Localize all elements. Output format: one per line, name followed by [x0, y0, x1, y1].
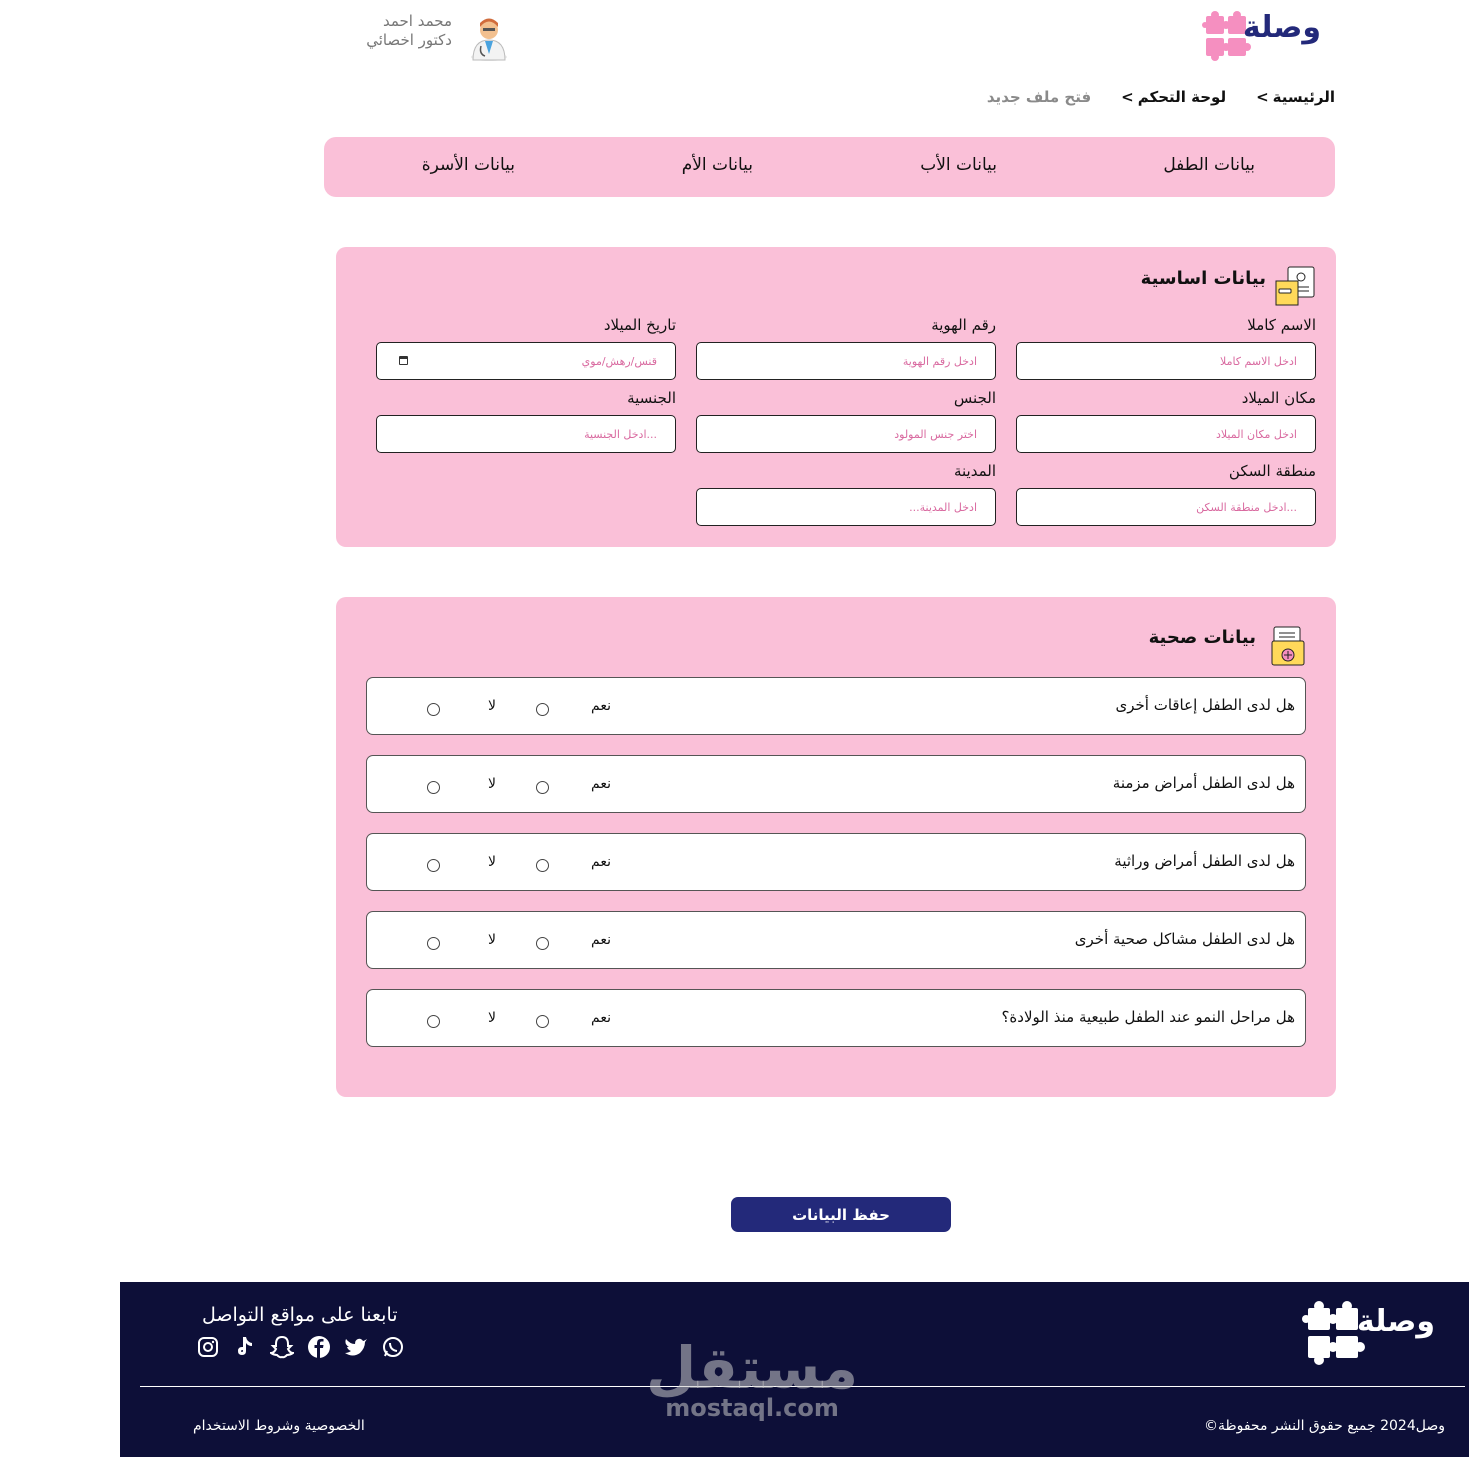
birth-place-input[interactable]	[1035, 428, 1297, 441]
breadcrumb-current-label: فتح ملف جديد	[986, 88, 1092, 106]
no-label: لا	[488, 1010, 496, 1026]
question-text-2: هل لدى الطفل أمراض مزمنة	[1112, 774, 1295, 792]
no-label: لا	[488, 776, 496, 792]
question-text-4: هل لدى الطفل مشاكل صحية أخرى	[1074, 930, 1295, 948]
tab-child-data[interactable]: بيانات الطفل	[1163, 155, 1255, 175]
save-data-button[interactable]: حفظ البيانات	[731, 1197, 951, 1232]
question-text-1: هل لدى الطفل إعاقات أخرى	[1115, 696, 1295, 714]
breadcrumb-home[interactable]	[1256, 88, 1335, 106]
yes-radio-4[interactable]	[536, 937, 549, 950]
yes-label: نعم	[591, 698, 611, 714]
tab-father-data[interactable]: بيانات الأب	[920, 155, 997, 175]
question-row-5	[366, 989, 1306, 1047]
yes-radio-1[interactable]	[536, 703, 549, 716]
no-radio-5[interactable]	[427, 1015, 440, 1028]
basic-data-title: بيانات اساسية	[1140, 268, 1266, 289]
question-row-4	[366, 911, 1306, 969]
follow-us-text: تابعنا على مواقع التواصل	[202, 1304, 398, 1326]
id-number-label: رقم الهوية	[931, 316, 996, 334]
no-label: لا	[488, 698, 496, 714]
question-row-1	[366, 677, 1306, 735]
no-label: لا	[488, 932, 496, 948]
birth-date-field[interactable]	[376, 342, 676, 380]
full-name-field[interactable]	[1016, 342, 1316, 380]
no-radio-2[interactable]	[427, 781, 440, 794]
no-label: لا	[488, 854, 496, 870]
yes-label: نعم	[591, 1010, 611, 1026]
yes-radio-3[interactable]	[536, 859, 549, 872]
yes-label: نعم	[591, 776, 611, 792]
breadcrumb-dashboard[interactable]	[1121, 88, 1226, 106]
basic-data-panel	[336, 247, 1336, 547]
copyright-text: وصل2024 جميع حقوق النشر محفوظة©	[1203, 1418, 1445, 1434]
birth-date-label: تاريخ الميلاد	[603, 316, 676, 334]
tab-family-data[interactable]: بيانات الأسرة	[421, 155, 515, 175]
facebook-icon[interactable]	[307, 1335, 331, 1359]
yes-radio-5[interactable]	[536, 1015, 549, 1028]
breadcrumb-separator: >	[1256, 88, 1269, 106]
gender-field[interactable]	[696, 415, 996, 453]
watermark	[646, 1334, 859, 1422]
gender-input[interactable]	[715, 428, 977, 441]
tiktok-icon[interactable]	[233, 1335, 257, 1359]
privacy-terms-link[interactable]: الخصوصية وشروط الاستخدام	[193, 1418, 365, 1434]
residence-area-label: منطقة السكن	[1228, 462, 1316, 480]
calendar-icon[interactable]	[399, 356, 408, 365]
medical-folder-icon	[1270, 625, 1306, 667]
question-row-2	[366, 755, 1306, 813]
nationality-input[interactable]	[395, 428, 657, 441]
full-name-input[interactable]	[1035, 355, 1297, 368]
yes-label: نعم	[591, 932, 611, 948]
social-links	[196, 1335, 405, 1359]
doctor-avatar-icon	[466, 10, 512, 62]
footer-logo-text: وصلة	[1356, 1304, 1435, 1339]
logo-text: وصلة	[1242, 10, 1321, 45]
twitter-icon[interactable]	[344, 1335, 368, 1359]
residence-area-field[interactable]	[1016, 488, 1316, 526]
residence-area-input[interactable]	[1035, 501, 1297, 514]
no-radio-1[interactable]	[427, 703, 440, 716]
breadcrumb	[987, 88, 1335, 106]
yes-radio-2[interactable]	[536, 781, 549, 794]
yes-label: نعم	[591, 854, 611, 870]
user-role: دكتور اخصائي	[366, 31, 452, 49]
id-number-field[interactable]	[696, 342, 996, 380]
breadcrumb-current	[987, 88, 1091, 106]
gender-label: الجنس	[953, 389, 996, 407]
tab-bar	[324, 137, 1335, 197]
whatsapp-icon[interactable]	[381, 1335, 405, 1359]
city-input[interactable]	[715, 501, 977, 514]
city-label: المدينة	[953, 462, 996, 480]
no-radio-4[interactable]	[427, 937, 440, 950]
nationality-label: الجنسية	[627, 389, 676, 407]
birth-date-input[interactable]	[395, 355, 657, 368]
question-text-3: هل لدى الطفل أمراض وراثية	[1114, 852, 1295, 870]
city-field[interactable]	[696, 488, 996, 526]
id-card-icon	[1274, 265, 1318, 307]
tab-mother-data[interactable]: بيانات الأم	[681, 155, 753, 175]
instagram-icon[interactable]	[196, 1335, 220, 1359]
snapchat-icon[interactable]	[270, 1335, 294, 1359]
id-number-input[interactable]	[715, 355, 977, 368]
breadcrumb-dashboard-label: لوحة التحكم	[1137, 88, 1227, 106]
user-name: محمد احمد	[382, 12, 452, 30]
health-data-title: بيانات صحية	[1148, 627, 1256, 648]
question-row-3	[366, 833, 1306, 891]
question-text-5: هل مراحل النمو عند الطفل طبيعية منذ الولادة؟	[1001, 1008, 1295, 1026]
full-name-label: الاسم كاملا	[1247, 316, 1316, 334]
birth-place-label: مكان الميلاد	[1241, 389, 1316, 407]
watermark-arabic: مستقل	[646, 1334, 859, 1402]
nationality-field[interactable]	[376, 415, 676, 453]
no-radio-3[interactable]	[427, 859, 440, 872]
breadcrumb-separator: >	[1121, 88, 1134, 106]
breadcrumb-home-label: الرئيسية	[1272, 88, 1335, 106]
doctor-avatar[interactable]	[466, 10, 512, 62]
birth-place-field[interactable]	[1016, 415, 1316, 453]
watermark-latin: mostaql.com	[665, 1394, 839, 1422]
